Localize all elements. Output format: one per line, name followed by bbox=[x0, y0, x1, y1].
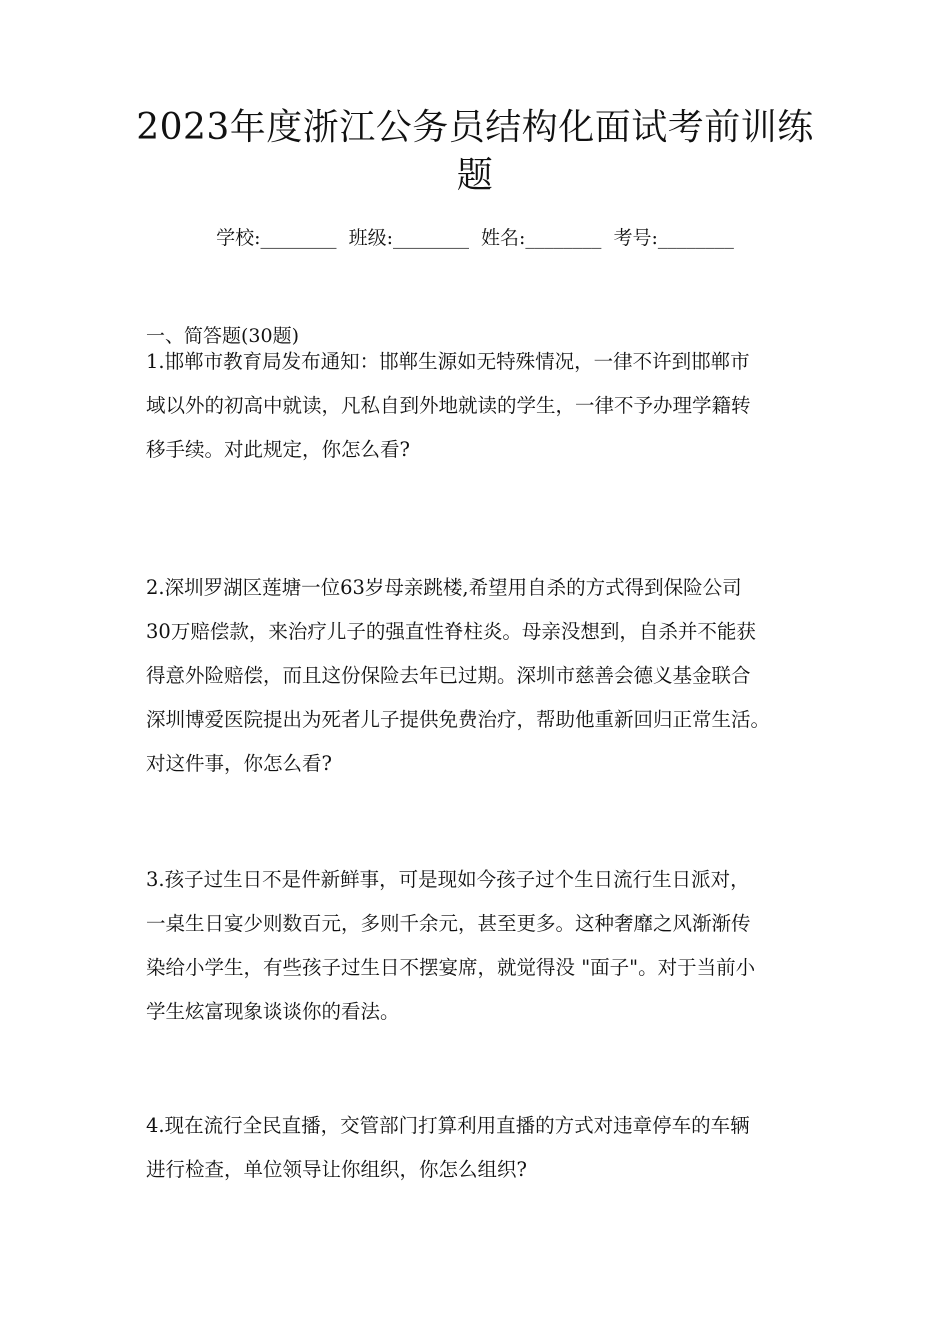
question-line: 域以外的初高中就读，凡私自到外地就读的学生，一律不予办理学籍转 bbox=[146, 394, 751, 417]
question-line: 得意外险赔偿，而且这份保险去年已过期。深圳市慈善会德义基金联合 bbox=[146, 664, 751, 687]
name-field: 姓名:________ bbox=[481, 227, 602, 249]
question-line: 3.孩子过生日不是件新鲜事，可是现如今孩子过个生日流行生日派对， bbox=[146, 868, 750, 891]
question-line: 30万赔偿款，来治疗儿子的强直性脊柱炎。母亲没想到，自杀并不能获 bbox=[146, 620, 756, 643]
question-line: 1.邯郸市教育局发布通知：邯郸生源如无特殊情况，一律不许到邯郸市 bbox=[146, 350, 750, 373]
question-line: 移手续。对此规定，你怎么看? bbox=[146, 438, 410, 461]
section-heading: 一、简答题(30题) bbox=[146, 325, 300, 347]
exam-number-field: 考号:________ bbox=[613, 227, 734, 249]
question-2 bbox=[146, 566, 826, 786]
question-line: 进行检查，单位领导让你组织，你怎么组织? bbox=[146, 1158, 527, 1181]
school-field: 学校:________ bbox=[216, 227, 337, 249]
student-info-line bbox=[0, 224, 950, 252]
question-line: 染给小学生，有些孩子过生日不摆宴席，就觉得没 "面子"。对于当前小 bbox=[146, 956, 756, 979]
question-line: 一桌生日宴少则数百元，多则千余元，甚至更多。这种奢靡之风渐渐传 bbox=[146, 912, 751, 935]
document-title-line-2: 题 bbox=[456, 155, 494, 196]
question-1 bbox=[146, 340, 826, 472]
question-line: 学生炫富现象谈谈你的看法。 bbox=[146, 1000, 400, 1023]
question-3 bbox=[146, 858, 826, 1034]
question-line: 对这件事，你怎么看? bbox=[146, 752, 332, 775]
class-field: 班级:________ bbox=[348, 227, 469, 249]
question-4 bbox=[146, 1104, 826, 1192]
question-line: 深圳博爱医院提出为死者儿子提供免费治疗，帮助他重新回归正常生活。 bbox=[146, 708, 771, 731]
document-title-line-1: 2023年度浙江公务员结构化面试考前训练 bbox=[136, 107, 814, 148]
question-line: 4.现在流行全民直播，交管部门打算利用直播的方式对违章停车的车辆 bbox=[146, 1114, 750, 1137]
question-line: 2.深圳罗湖区莲塘一位63岁母亲跳楼,希望用自杀的方式得到保险公司 bbox=[146, 576, 742, 599]
